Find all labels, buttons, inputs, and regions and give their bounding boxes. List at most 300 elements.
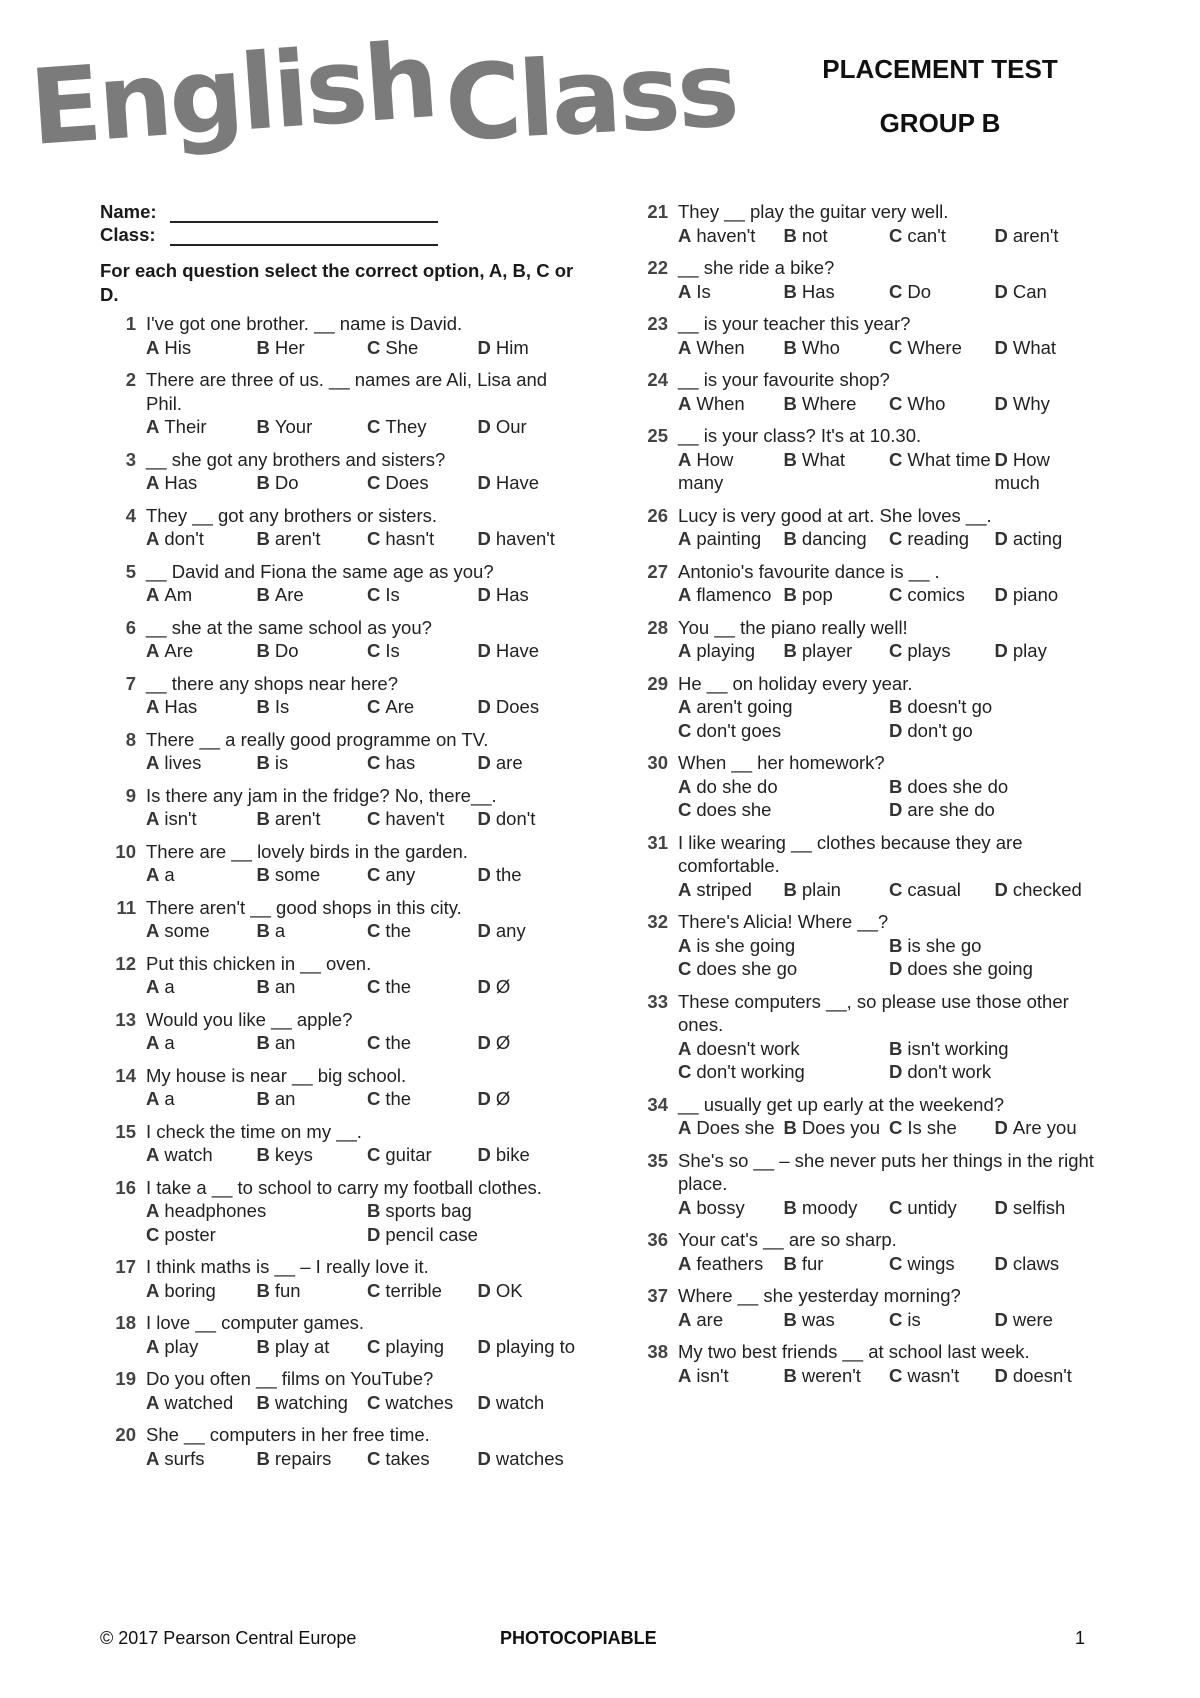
answer-option-b[interactable] bbox=[257, 527, 368, 551]
answer-option-b[interactable] bbox=[257, 415, 368, 439]
answer-option-b[interactable] bbox=[257, 583, 368, 607]
option-letter: A bbox=[146, 808, 160, 829]
question-number: 1 bbox=[125, 313, 136, 334]
answer-option-d[interactable] bbox=[478, 695, 589, 719]
answer-option-d[interactable] bbox=[995, 1116, 1101, 1140]
answer-option-b[interactable] bbox=[257, 1391, 368, 1415]
answer-option-b[interactable] bbox=[257, 471, 368, 495]
answer-option-c[interactable] bbox=[367, 471, 478, 495]
answer-option-a[interactable] bbox=[146, 583, 257, 607]
option-letter: A bbox=[146, 1032, 160, 1053]
question-text: __ usually get up early at the weekend? bbox=[678, 1093, 1005, 1115]
answer-option-a[interactable] bbox=[678, 448, 784, 495]
answer-option-a[interactable] bbox=[146, 527, 257, 551]
answer-option-a[interactable] bbox=[678, 1252, 784, 1276]
answer-options bbox=[678, 448, 1100, 495]
answer-option-d[interactable] bbox=[478, 583, 589, 607]
option-text: a bbox=[164, 976, 175, 997]
option-letter: C bbox=[367, 472, 381, 493]
answer-option-d[interactable] bbox=[478, 751, 589, 775]
answer-option-a[interactable] bbox=[678, 639, 784, 663]
option-text: Are bbox=[385, 696, 415, 717]
answer-option-a[interactable] bbox=[678, 583, 784, 607]
answer-option-d[interactable] bbox=[478, 471, 589, 495]
answer-option-a[interactable] bbox=[146, 639, 257, 663]
option-text: isn't bbox=[696, 1364, 729, 1386]
answer-option-c[interactable] bbox=[367, 1391, 478, 1415]
answer-option-d[interactable] bbox=[889, 719, 1100, 743]
answer-option-a[interactable] bbox=[146, 1391, 257, 1415]
option-text: watch bbox=[164, 1144, 213, 1165]
answer-option-a[interactable] bbox=[146, 1279, 257, 1303]
option-letter: C bbox=[889, 448, 903, 470]
answer-option-b[interactable] bbox=[257, 336, 368, 360]
answer-option-b[interactable] bbox=[257, 695, 368, 719]
answer-options bbox=[678, 224, 1100, 248]
option-letter: C bbox=[367, 640, 381, 661]
question-text: There __ a really good programme on TV. bbox=[146, 728, 489, 750]
answer-option-d[interactable] bbox=[478, 336, 589, 360]
answer-option-c[interactable] bbox=[889, 336, 995, 360]
answer-option-d[interactable] bbox=[889, 1060, 1100, 1084]
option-letter: C bbox=[889, 336, 903, 358]
answer-option-b[interactable] bbox=[889, 695, 1100, 719]
answer-option-d[interactable] bbox=[995, 639, 1101, 663]
question-number: 21 bbox=[647, 201, 668, 222]
question-text: I love __ computer games. bbox=[146, 1312, 364, 1333]
option-letter: D bbox=[477, 976, 491, 997]
answer-options bbox=[146, 919, 588, 943]
option-text: Are you bbox=[1012, 1117, 1077, 1138]
option-letter: D bbox=[994, 1196, 1008, 1218]
answer-option-d[interactable] bbox=[478, 807, 589, 831]
answer-option-a[interactable] bbox=[146, 415, 257, 439]
option-letter: B bbox=[256, 528, 270, 549]
answer-option-b[interactable] bbox=[257, 1279, 368, 1303]
answer-option-b[interactable] bbox=[257, 1143, 368, 1167]
answer-option-d[interactable] bbox=[995, 336, 1101, 360]
answer-option-b[interactable] bbox=[784, 1364, 890, 1388]
option-letter: D bbox=[477, 472, 491, 493]
answer-option-d[interactable] bbox=[367, 1223, 588, 1247]
logo-word-class: Class bbox=[442, 27, 740, 165]
option-text: comics bbox=[907, 584, 965, 605]
answer-option-d[interactable] bbox=[889, 957, 1100, 981]
answer-option-c[interactable] bbox=[889, 1252, 995, 1276]
answer-option-a[interactable] bbox=[678, 527, 784, 551]
answer-option-c[interactable] bbox=[367, 751, 478, 775]
answer-option-a[interactable] bbox=[146, 807, 257, 831]
name-field[interactable] bbox=[100, 200, 588, 223]
answer-option-b[interactable] bbox=[257, 751, 368, 775]
answer-option-b[interactable] bbox=[257, 919, 368, 943]
answer-options bbox=[678, 1252, 1100, 1276]
answer-options bbox=[678, 336, 1100, 360]
answer-option-d[interactable] bbox=[995, 1308, 1101, 1332]
answer-option-b[interactable] bbox=[784, 1308, 890, 1332]
answer-option-a[interactable] bbox=[146, 471, 257, 495]
answer-option-c[interactable] bbox=[889, 583, 995, 607]
question-23 bbox=[632, 312, 1100, 359]
answer-option-c[interactable] bbox=[889, 639, 995, 663]
option-letter: D bbox=[477, 416, 491, 437]
answer-option-b[interactable] bbox=[889, 1037, 1100, 1061]
option-text: do she do bbox=[696, 775, 778, 797]
answer-option-b[interactable] bbox=[784, 280, 890, 304]
answer-option-c[interactable] bbox=[367, 336, 478, 360]
answer-option-a[interactable] bbox=[146, 695, 257, 719]
answer-option-d[interactable] bbox=[478, 1143, 589, 1167]
option-text: aren't bbox=[274, 808, 321, 829]
option-letter: D bbox=[994, 640, 1008, 661]
option-text: a bbox=[164, 1088, 175, 1109]
option-text: the bbox=[385, 1088, 412, 1109]
answer-option-a[interactable] bbox=[678, 1196, 784, 1220]
answer-options bbox=[146, 415, 588, 439]
answer-options bbox=[678, 583, 1100, 607]
answer-option-c[interactable] bbox=[367, 583, 478, 607]
answer-option-b[interactable] bbox=[257, 975, 368, 999]
option-letter: A bbox=[146, 920, 160, 941]
question-27 bbox=[632, 560, 1100, 607]
answer-option-a[interactable] bbox=[678, 1364, 784, 1388]
answer-option-a[interactable] bbox=[678, 280, 784, 304]
answer-option-a[interactable] bbox=[678, 336, 784, 360]
class-label: Class: bbox=[100, 223, 156, 245]
answer-option-b[interactable] bbox=[257, 1031, 368, 1055]
option-letter: C bbox=[889, 878, 903, 900]
option-text: Do bbox=[274, 640, 299, 661]
answer-option-d[interactable] bbox=[995, 392, 1101, 416]
option-letter: B bbox=[783, 528, 797, 549]
option-text: play bbox=[164, 1335, 199, 1357]
answer-option-c[interactable] bbox=[367, 863, 478, 887]
option-text: Has bbox=[164, 472, 198, 493]
option-letter: A bbox=[678, 1252, 692, 1274]
answer-option-d[interactable] bbox=[995, 224, 1101, 248]
answer-option-d[interactable] bbox=[478, 1335, 589, 1359]
option-letter: B bbox=[783, 1364, 797, 1386]
question-30 bbox=[632, 751, 1100, 822]
answer-option-c[interactable] bbox=[889, 1116, 995, 1140]
name-input-line[interactable] bbox=[170, 204, 438, 223]
option-text: bike bbox=[495, 1144, 530, 1165]
answer-options bbox=[146, 1087, 588, 1111]
option-text: piano bbox=[1012, 584, 1059, 605]
answer-option-d[interactable] bbox=[478, 1391, 589, 1415]
answer-option-a[interactable] bbox=[146, 1087, 257, 1111]
answer-option-b[interactable] bbox=[784, 336, 890, 360]
answer-option-a[interactable] bbox=[146, 1335, 257, 1359]
option-text: She bbox=[385, 336, 419, 358]
name-label: Name: bbox=[100, 200, 157, 222]
option-text: Their bbox=[164, 416, 207, 437]
option-letter: C bbox=[889, 392, 903, 414]
answer-option-a[interactable] bbox=[678, 878, 784, 902]
answer-option-a[interactable] bbox=[146, 751, 257, 775]
option-letter: C bbox=[889, 584, 903, 605]
answer-option-c[interactable] bbox=[889, 1308, 995, 1332]
option-text: does she going bbox=[907, 958, 1033, 979]
answer-option-d[interactable] bbox=[995, 280, 1101, 304]
answer-option-b[interactable] bbox=[784, 1196, 890, 1220]
answer-option-a[interactable] bbox=[146, 863, 257, 887]
answer-option-c[interactable] bbox=[889, 280, 995, 304]
question-31 bbox=[632, 831, 1100, 902]
option-text: haven't bbox=[385, 808, 445, 829]
option-text: Her bbox=[274, 336, 305, 358]
answer-option-b[interactable] bbox=[257, 1447, 368, 1471]
answer-option-b[interactable] bbox=[367, 1199, 588, 1223]
option-text: watches bbox=[385, 1391, 454, 1413]
answer-option-a[interactable] bbox=[146, 975, 257, 999]
answer-option-a[interactable] bbox=[678, 1116, 784, 1140]
answer-option-b[interactable] bbox=[257, 1335, 368, 1359]
option-text: a bbox=[164, 864, 175, 885]
option-text: Have bbox=[495, 472, 540, 493]
question-text: I take a __ to school to carry my football clothes. bbox=[146, 1176, 542, 1198]
option-letter: A bbox=[146, 416, 160, 437]
answer-options bbox=[678, 1364, 1100, 1388]
english-class-logo bbox=[26, 18, 788, 190]
option-letter: A bbox=[678, 640, 692, 661]
option-letter: D bbox=[994, 1117, 1008, 1138]
answer-option-b[interactable] bbox=[784, 583, 890, 607]
option-letter: B bbox=[256, 1088, 270, 1109]
option-letter: D bbox=[994, 1364, 1008, 1386]
option-text: Am bbox=[164, 584, 193, 605]
answer-option-c[interactable] bbox=[889, 878, 995, 902]
answer-option-c[interactable] bbox=[367, 919, 478, 943]
answer-option-c[interactable] bbox=[146, 1223, 367, 1247]
option-letter: B bbox=[889, 696, 903, 717]
option-text: don't go bbox=[907, 719, 973, 741]
option-letter: B bbox=[783, 1308, 797, 1330]
answer-option-d[interactable] bbox=[889, 798, 1100, 822]
answer-options bbox=[146, 807, 588, 831]
answer-option-a[interactable] bbox=[678, 1037, 889, 1061]
option-letter: C bbox=[889, 224, 903, 246]
answer-option-a[interactable] bbox=[146, 1447, 257, 1471]
answer-option-a[interactable] bbox=[678, 1308, 784, 1332]
answer-option-a[interactable] bbox=[146, 1143, 257, 1167]
answer-option-b[interactable] bbox=[784, 1252, 890, 1276]
option-text: don't bbox=[164, 528, 204, 549]
answer-option-d[interactable] bbox=[478, 639, 589, 663]
answer-option-d[interactable] bbox=[478, 863, 589, 887]
answer-option-d[interactable] bbox=[995, 1196, 1101, 1220]
question-1 bbox=[100, 312, 588, 359]
option-text: Where bbox=[801, 392, 857, 414]
answer-option-c[interactable] bbox=[889, 392, 995, 416]
answer-options bbox=[678, 639, 1100, 663]
option-text: plain bbox=[801, 878, 841, 900]
answer-option-b[interactable] bbox=[784, 392, 890, 416]
answer-option-c[interactable] bbox=[367, 527, 478, 551]
answer-option-c[interactable] bbox=[889, 1364, 995, 1388]
class-input-line[interactable] bbox=[170, 227, 438, 246]
option-text: Your bbox=[274, 416, 313, 437]
question-text: I've got one brother. __ name is David. bbox=[146, 313, 463, 334]
answer-option-c[interactable] bbox=[367, 1087, 478, 1111]
option-text: an bbox=[274, 976, 296, 997]
option-text: Where bbox=[907, 336, 962, 358]
class-field[interactable] bbox=[100, 223, 588, 246]
question-text: __ there any shops near here? bbox=[146, 672, 398, 694]
answer-option-b[interactable] bbox=[784, 527, 890, 551]
question-list-left bbox=[100, 312, 588, 1470]
answer-option-c[interactable] bbox=[678, 719, 889, 743]
answer-option-d[interactable] bbox=[478, 919, 589, 943]
answer-option-b[interactable] bbox=[257, 863, 368, 887]
question-33 bbox=[632, 990, 1100, 1084]
answer-option-d[interactable] bbox=[995, 448, 1101, 495]
answer-option-c[interactable] bbox=[367, 1447, 478, 1471]
answer-option-d[interactable] bbox=[478, 1279, 589, 1303]
option-text: striped bbox=[696, 878, 752, 900]
option-letter: C bbox=[889, 1308, 903, 1330]
answer-option-c[interactable] bbox=[678, 1060, 889, 1084]
question-8 bbox=[100, 728, 588, 775]
option-letter: B bbox=[256, 1144, 270, 1165]
answer-option-c[interactable] bbox=[367, 1279, 478, 1303]
option-text: How much bbox=[994, 448, 1050, 493]
answer-option-c[interactable] bbox=[367, 975, 478, 999]
answer-option-b[interactable] bbox=[257, 1087, 368, 1111]
answer-option-c[interactable] bbox=[889, 224, 995, 248]
answer-option-b[interactable] bbox=[889, 934, 1100, 958]
option-text: surfs bbox=[164, 1447, 205, 1469]
answer-option-d[interactable] bbox=[995, 1364, 1101, 1388]
question-text: There aren't __ good shops in this city. bbox=[146, 896, 462, 918]
answer-option-a[interactable] bbox=[146, 919, 257, 943]
answer-option-c[interactable] bbox=[367, 639, 478, 663]
answer-options bbox=[678, 1196, 1100, 1220]
option-letter: A bbox=[678, 584, 692, 605]
answer-option-b[interactable] bbox=[784, 224, 890, 248]
option-text: repairs bbox=[274, 1447, 332, 1469]
answer-option-c[interactable] bbox=[367, 1031, 478, 1055]
answer-option-a[interactable] bbox=[678, 934, 889, 958]
option-letter: C bbox=[889, 1364, 903, 1386]
option-letter: B bbox=[783, 224, 797, 246]
option-text: some bbox=[274, 864, 321, 885]
question-19 bbox=[100, 1367, 588, 1414]
question-text: __ is your class? It's at 10.30. bbox=[678, 425, 922, 446]
option-letter: D bbox=[477, 696, 491, 717]
answer-option-b[interactable] bbox=[784, 448, 890, 495]
answer-option-a[interactable] bbox=[146, 336, 257, 360]
answer-option-c[interactable] bbox=[367, 695, 478, 719]
answer-option-a[interactable] bbox=[146, 1199, 367, 1223]
answer-option-a[interactable] bbox=[146, 1031, 257, 1055]
option-text: pencil case bbox=[385, 1223, 478, 1245]
question-text: There's Alicia! Where __? bbox=[678, 911, 889, 932]
option-text: player bbox=[801, 640, 853, 661]
option-text: They bbox=[385, 416, 427, 437]
answer-option-b[interactable] bbox=[784, 878, 890, 902]
question-number: 25 bbox=[647, 425, 668, 446]
answer-options bbox=[146, 751, 588, 775]
option-letter: C bbox=[367, 1335, 381, 1357]
option-text: the bbox=[495, 864, 522, 885]
answer-option-b[interactable] bbox=[784, 1116, 890, 1140]
option-letter: B bbox=[783, 584, 797, 605]
answer-option-c[interactable] bbox=[678, 957, 889, 981]
answer-option-d[interactable] bbox=[478, 527, 589, 551]
question-text: There are __ lovely birds in the garden. bbox=[146, 840, 468, 862]
option-letter: A bbox=[678, 1037, 692, 1059]
option-letter: A bbox=[146, 1391, 160, 1413]
answer-option-d[interactable] bbox=[478, 1031, 589, 1055]
answer-option-b[interactable] bbox=[257, 807, 368, 831]
answer-option-d[interactable] bbox=[478, 975, 589, 999]
option-letter: B bbox=[256, 472, 270, 493]
answer-option-b[interactable] bbox=[889, 775, 1100, 799]
option-letter: B bbox=[256, 1335, 270, 1357]
option-letter: D bbox=[994, 528, 1008, 549]
option-text: dancing bbox=[801, 528, 867, 549]
question-number: 30 bbox=[647, 752, 668, 773]
answer-option-a[interactable] bbox=[678, 775, 889, 799]
option-text: Is bbox=[696, 280, 711, 302]
option-text: doesn't bbox=[1012, 1364, 1072, 1386]
answer-option-d[interactable] bbox=[995, 527, 1101, 551]
option-text: playing bbox=[385, 1335, 445, 1357]
answer-option-c[interactable] bbox=[367, 415, 478, 439]
option-letter: A bbox=[146, 696, 160, 717]
question-3 bbox=[100, 448, 588, 495]
option-text: the bbox=[385, 976, 412, 997]
answer-option-d[interactable] bbox=[995, 878, 1101, 902]
answer-options bbox=[146, 1279, 588, 1303]
answer-option-b[interactable] bbox=[784, 639, 890, 663]
option-letter: D bbox=[889, 1061, 903, 1082]
option-text: Is bbox=[385, 640, 400, 661]
question-number: 31 bbox=[647, 831, 668, 853]
answer-option-d[interactable] bbox=[478, 415, 589, 439]
answer-options bbox=[678, 1037, 1100, 1084]
option-letter: D bbox=[477, 336, 491, 358]
answer-option-d[interactable] bbox=[478, 1087, 589, 1111]
answer-option-c[interactable] bbox=[367, 1335, 478, 1359]
answer-option-b[interactable] bbox=[257, 639, 368, 663]
answer-option-c[interactable] bbox=[889, 448, 995, 495]
answer-option-c[interactable] bbox=[889, 527, 995, 551]
answer-option-a[interactable] bbox=[678, 392, 784, 416]
question-number: 13 bbox=[115, 1008, 136, 1030]
answer-option-c[interactable] bbox=[678, 798, 889, 822]
answer-option-c[interactable] bbox=[367, 1143, 478, 1167]
option-text: an bbox=[274, 1088, 296, 1109]
question-number: 27 bbox=[647, 560, 668, 582]
answer-option-c[interactable] bbox=[889, 1196, 995, 1220]
option-text: has bbox=[385, 752, 416, 773]
answer-option-a[interactable] bbox=[678, 224, 784, 248]
option-text: OK bbox=[495, 1279, 523, 1301]
option-text: feathers bbox=[696, 1252, 764, 1274]
option-text: Does bbox=[495, 696, 540, 717]
answer-option-d[interactable] bbox=[478, 1447, 589, 1471]
option-text: don't working bbox=[696, 1061, 805, 1082]
answer-option-a[interactable] bbox=[678, 695, 889, 719]
option-letter: C bbox=[678, 719, 692, 741]
option-letter: A bbox=[678, 1308, 692, 1330]
answer-option-d[interactable] bbox=[995, 583, 1101, 607]
question-32 bbox=[632, 910, 1100, 981]
answer-option-c[interactable] bbox=[367, 807, 478, 831]
answer-option-d[interactable] bbox=[995, 1252, 1101, 1276]
